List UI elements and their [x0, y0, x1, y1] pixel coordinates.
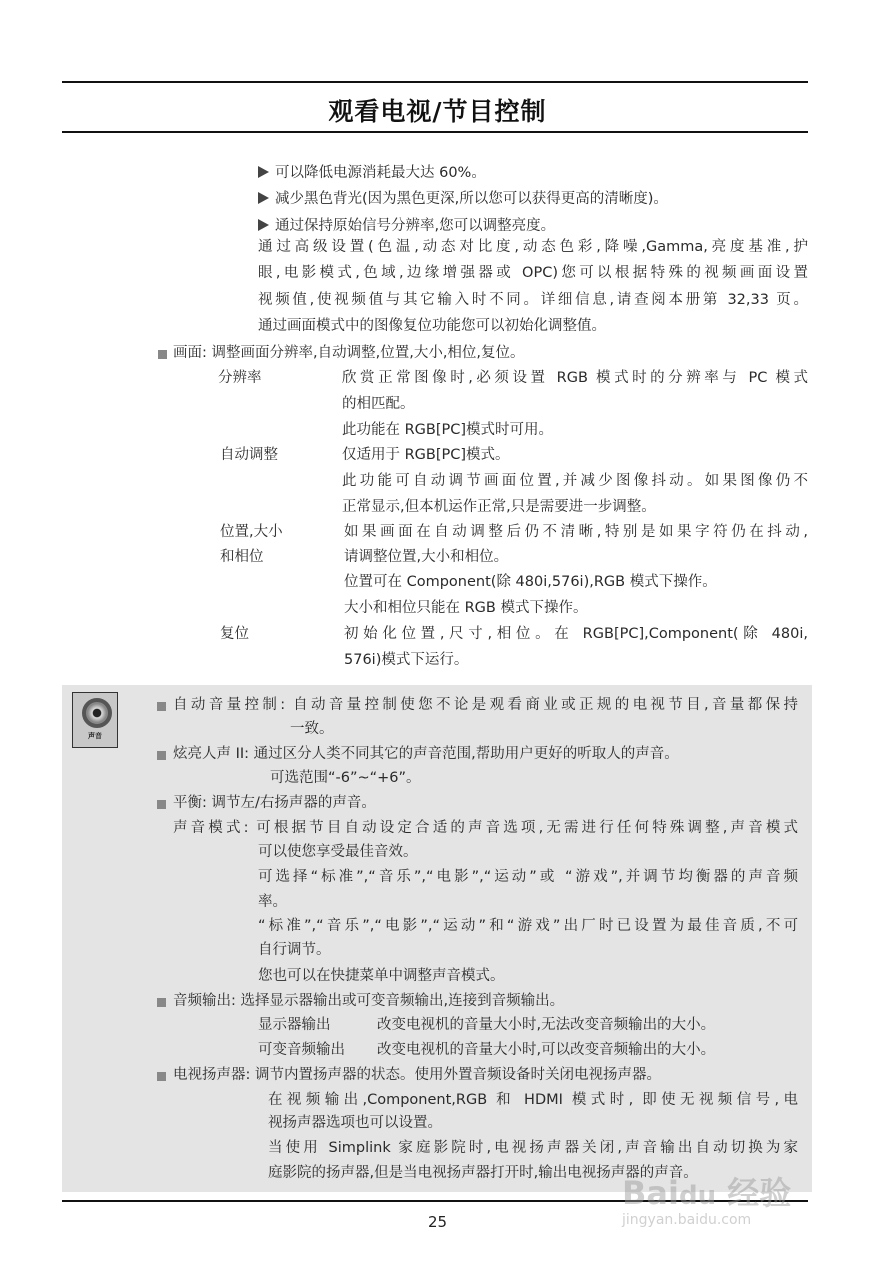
- sound-line: “标准”,“音乐”,“电影”,“运动”和“游戏”出厂时已设置为最佳音质,不可: [258, 918, 798, 934]
- audio-out-label: 可变音频输出: [258, 1042, 345, 1058]
- sound-line: 音频输出: 选择显示器输出或可变音频输出,连接到音频输出。: [173, 993, 565, 1009]
- bullet-item: 减少黑色背光(因为黑色更深,所以您可以获得更高的清晰度)。: [258, 190, 668, 208]
- sound-line: 可以使您享受最佳音效。: [258, 844, 418, 860]
- item-text: 位置可在 Component(除 480i,576i),RGB 模式下操作。: [344, 574, 717, 590]
- audio-out-text: 改变电视机的音量大小时,无法改变音频输出的大小。: [377, 1017, 716, 1033]
- paragraph-line: 通过高级设置(色温,动态对比度,动态色彩,降噪,Gamma,亮度基准,护: [258, 239, 808, 255]
- arrow-icon: [258, 219, 269, 231]
- item-label: 和相位: [220, 549, 264, 565]
- sound-icon: [72, 692, 118, 748]
- bullet-item: 通过保持原始信号分辨率,您可以调整亮度。: [258, 217, 555, 235]
- picture-heading: 画面: 调整画面分辨率,自动调整,位置,大小,相位,复位。: [173, 345, 525, 361]
- item-text: 初始化位置,尺寸,相位。在 RGB[PC],Component(除 480i,: [344, 626, 808, 642]
- item-text: 仅适用于 RGB[PC]模式。: [342, 447, 510, 463]
- sound-line: 电视扬声器: 调节内置扬声器的状态。使用外置音频设备时关闭电视扬声器。: [173, 1067, 661, 1083]
- item-label: 分辨率: [218, 370, 262, 386]
- item-label: 位置,大小: [220, 524, 283, 540]
- sound-icon-label: 声音: [88, 732, 102, 740]
- item-text: 576i)模式下运行。: [344, 652, 469, 668]
- item-text: 如果画面在自动调整后仍不清晰,特别是如果字符仍在抖动,: [344, 524, 808, 540]
- sound-line: 声音模式: 可根据节目自动设定合适的声音选项,无需进行任何特殊调整,声音模式: [173, 820, 798, 836]
- item-text: 请调整位置,大小和相位。: [344, 549, 509, 565]
- paragraph-line: 通过画面模式中的图像复位功能您可以初始化调整值。: [258, 318, 606, 334]
- paragraph-line: 视频值,使视频值与其它输入时不同。详细信息,请查阅本册第 32,33 页。: [258, 292, 808, 308]
- sound-line: 您也可以在快捷菜单中调整声音模式。: [258, 968, 505, 984]
- top-rule: [62, 81, 808, 83]
- sound-line: 自动音量控制: 自动音量控制使您不论是观看商业或正规的电视节目,音量都保持: [173, 697, 798, 713]
- item-label: 复位: [220, 626, 249, 642]
- square-bullet-icon: [157, 1072, 166, 1081]
- watermark-url: jingyan.baidu.com: [622, 1212, 752, 1228]
- sound-line: 平衡: 调节左/右扬声器的声音。: [173, 795, 376, 811]
- item-text: 的相匹配。: [342, 396, 415, 412]
- sound-line: 率。: [258, 894, 287, 910]
- audio-out-text: 改变电视机的音量大小时,可以改变音频输出的大小。: [377, 1042, 716, 1058]
- square-bullet-icon: [157, 751, 166, 760]
- title-rule: [62, 131, 808, 133]
- sound-line: 在视频输出,Component,RGB 和 HDMI 模式时, 即使无视频信号,电: [268, 1092, 798, 1108]
- sound-line: 可选范围“-6”~“+6”。: [270, 770, 421, 786]
- item-text: 大小和相位只能在 RGB 模式下操作。: [344, 600, 588, 616]
- arrow-icon: [258, 192, 269, 204]
- item-text: 此功能在 RGB[PC]模式时可用。: [342, 422, 554, 438]
- item-label: 自动调整: [220, 447, 278, 463]
- square-bullet-icon: [157, 800, 166, 809]
- audio-out-label: 显示器输出: [258, 1017, 331, 1033]
- arrow-icon: [258, 166, 269, 178]
- sound-line: 自行调节。: [258, 942, 331, 958]
- sound-line: 一致。: [290, 721, 334, 737]
- speaker-icon: [82, 698, 112, 728]
- sound-line: 当使用 Simplink 家庭影院时,电视扬声器关闭,声音输出自动切换为家: [268, 1140, 798, 1156]
- square-bullet-icon: [157, 998, 166, 1007]
- item-text: 此功能可自动调节画面位置,并减少图像抖动。如果图像仍不: [342, 473, 808, 489]
- sound-line: 炫亮人声 II: 通过区分人类不同其它的声音范围,帮助用户更好的听取人的声音。: [173, 746, 679, 762]
- sound-line: 庭影院的扬声器,但是当电视扬声器打开时,输出电视扬声器的声音。: [268, 1165, 698, 1181]
- item-text: 正常显示,但本机运作正常,只是需要进一步调整。: [342, 499, 656, 515]
- watermark-logo: Baidu 经验: [622, 1174, 792, 1212]
- item-text: 欣赏正常图像时,必须设置 RGB 模式时的分辨率与 PC 模式: [342, 370, 808, 386]
- square-bullet-icon: [158, 350, 167, 359]
- paragraph-line: 眼,电影模式,色域,边缘增强器或 OPC)您可以根据特殊的视频画面设置: [258, 265, 808, 281]
- page-title: 观看电视/节目控制: [328, 97, 547, 126]
- sound-line: 视扬声器选项也可以设置。: [268, 1115, 442, 1131]
- sound-line: 可选择“标准”,“音乐”,“电影”,“运动”或 “游戏”,并调节均衡器的声音频: [258, 869, 798, 885]
- page-number: 25: [427, 1213, 448, 1231]
- bullet-item: 可以降低电源消耗最大达 60%。: [258, 164, 486, 182]
- square-bullet-icon: [157, 702, 166, 711]
